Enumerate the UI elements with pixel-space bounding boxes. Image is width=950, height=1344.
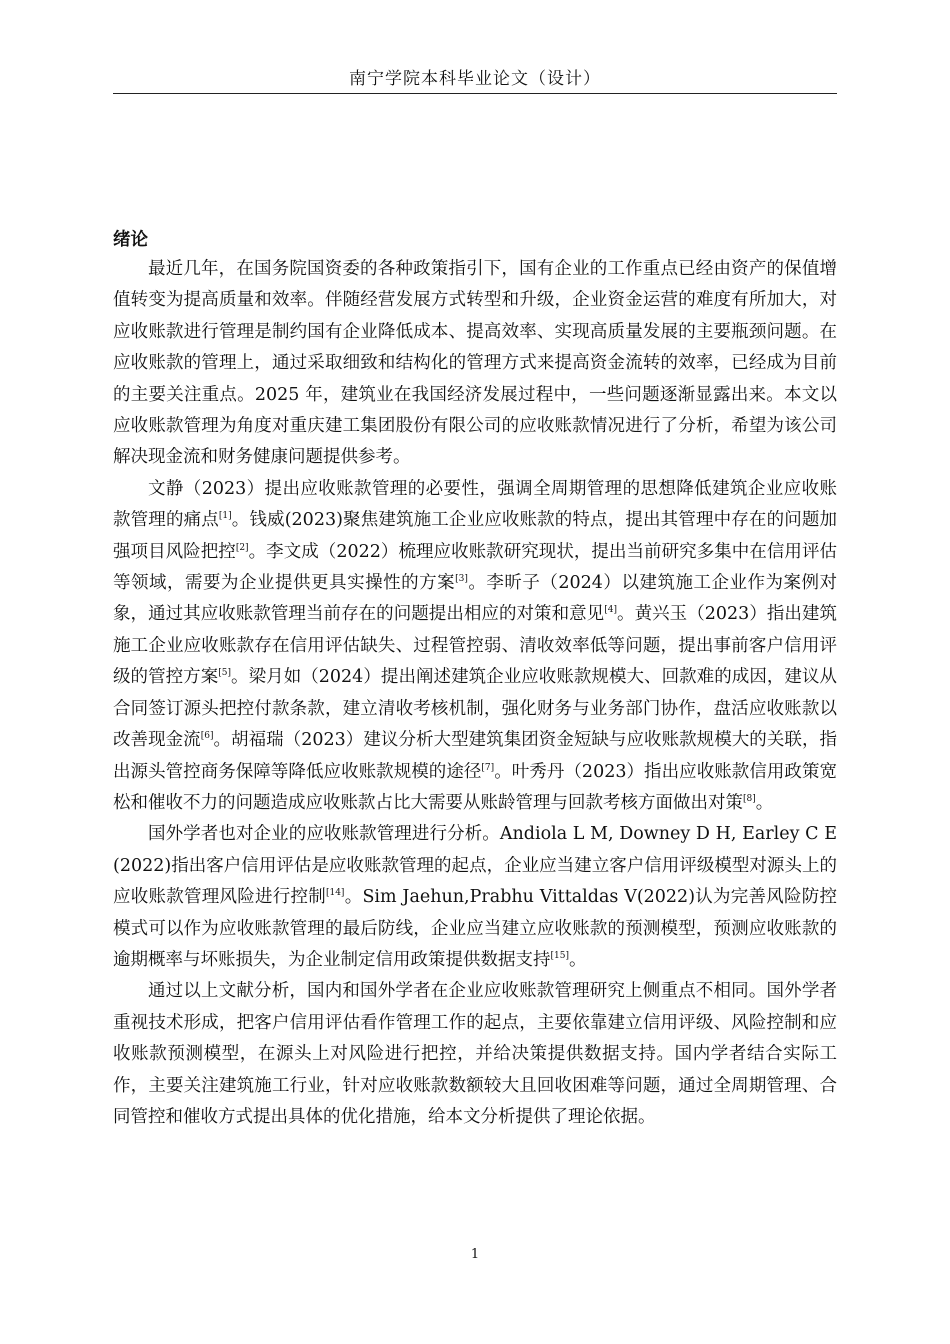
citation-reference: [3]: [455, 574, 468, 585]
citation-reference: [1]: [218, 511, 232, 522]
paragraph-text: 。: [755, 792, 774, 813]
page-number: 1: [470, 1247, 480, 1262]
citation-reference: [15]: [550, 951, 569, 962]
citation-reference: [7]: [481, 762, 495, 773]
paragraph-text: 文静（2023）提出应收账款管理的必要性，强调全周期管理的思想降低建筑企业应收账款管理的痛点: [113, 478, 837, 531]
main-content: [113, 226, 837, 1133]
citation-reference: [6]: [200, 731, 214, 742]
paragraph-text: 。胡福瑞（2023）建议分析大型建筑集团资金短缺与应收账款规模大的关联，指出源头管控商务保障等降低应收账款规模的途径: [113, 730, 837, 782]
paragraph-text: 通过以上文献分析，国内和国外学者在企业应收账款管理研究上侧重点不相同。国外学者重视技术形成，把客户信用评估看作管理工作的起点，主要依靠建立信用评级、风险控制和应收账款预测模型，在源头上对风险进行把控，并给决策提供数据支持。国内学者结合实际工作，主要关注建筑施工行业，针对应收账款数额较大且回收困难等问题，通过全周期管理、合同管控和催收方式提出具体的优化措施，给本文分析提供了理论依据。: [113, 981, 837, 1127]
citation-reference: [5]: [218, 668, 232, 679]
paragraph-text: 。梁月如（2024）提出阐述建筑企业应收账款规模大、回款难的成因，建议从合同签订源头把控付款条款，建立清收考核机制，强化财务与业务部门协作，盘活应收账款以改善现金流: [113, 667, 837, 751]
paragraph-text: 。黄兴玉（2023）指出建筑施工企业应收账款存在信用评估缺失、过程管控弱、清收效率低等问题，提出事前客户信用评级的管控方案: [113, 604, 838, 688]
citation-reference: [2]: [235, 542, 249, 553]
citation-reference: [4]: [604, 605, 617, 616]
paragraph-text: 国外学者也对企业的应收账款管理进行分析。Andiola L M, Downey D H, Earley C E(2022)指出客户信用评估是应收账款管理的起点，企业应当建立客户信用评级模型对源头上的应收账款管理风险进行控制: [113, 824, 837, 908]
header-rule: [113, 93, 837, 94]
paragraph-text: 。李昕子（2024）以建筑施工企业作为案例对象，通过其应收账款管理当前存在的问题提出相应的对策和意见: [113, 573, 837, 625]
citation-reference: [8]: [743, 794, 756, 805]
page-header-title: 南宁学院本科毕业论文（设计）: [349, 69, 601, 89]
section-heading: 绪论: [113, 230, 148, 250]
paragraph-text: 最近几年，在国务院国资委的各种政策指引下，国有企业的工作重点已经由资产的保值增值转变为提高质量和效率。伴随经营发展方式转型和升级，企业资金运营的难度有所加大，对应收账款进行管理是制约国有企业降低成本、提高效率、实现高质量发展的主要瓶颈问题。在应收账款的管理上，通过采取细致和结构化的管理方式来提高资金流转的效率，已经成为目前的主要关注重点。2025 年，建筑业在我国经济发展过程中，一些问题逐渐显露出来。本文以应收账款管理为角度对重庆建工集团股份有限公司的应收账款情况进行了分析，希望为该公司解决现金流和财务健康问题提供参考。: [113, 259, 837, 468]
paragraph-text: 。Sim Jaehun,Prabhu Vittaldas V(2022)认为完善风险防控模式可以作为应收账款管理的最后防线，企业应当建立应收账款的预测模型，预测应收账款的逾期概率与坏账损失，为企业制定信用政策提供数据支持: [113, 887, 837, 970]
body-paragraph: [113, 819, 837, 976]
body-paragraph: [113, 474, 837, 819]
body-paragraph: [113, 254, 837, 474]
paragraph-container: [113, 254, 837, 1133]
paragraph-text: 。钱威(2023)聚焦建筑施工企业应收账款的特点，提出其管理中存在的问题加强项目风险把控: [113, 510, 838, 562]
paragraph-text: 。叶秀丹（2023）指出应收账款信用政策宽松和催收不力的问题造成应收账款占比大需要从账龄管理与回款考核方面做出对策: [113, 761, 837, 813]
body-paragraph: [113, 976, 837, 1133]
paragraph-text: 。: [568, 949, 587, 970]
paragraph-text: 。李文成（2022）梳理应收账款研究现状，提出当前研究多集中在信用评估等领域，需要为企业提供更具实操性的方案: [113, 541, 837, 594]
citation-reference: [14]: [325, 888, 345, 899]
